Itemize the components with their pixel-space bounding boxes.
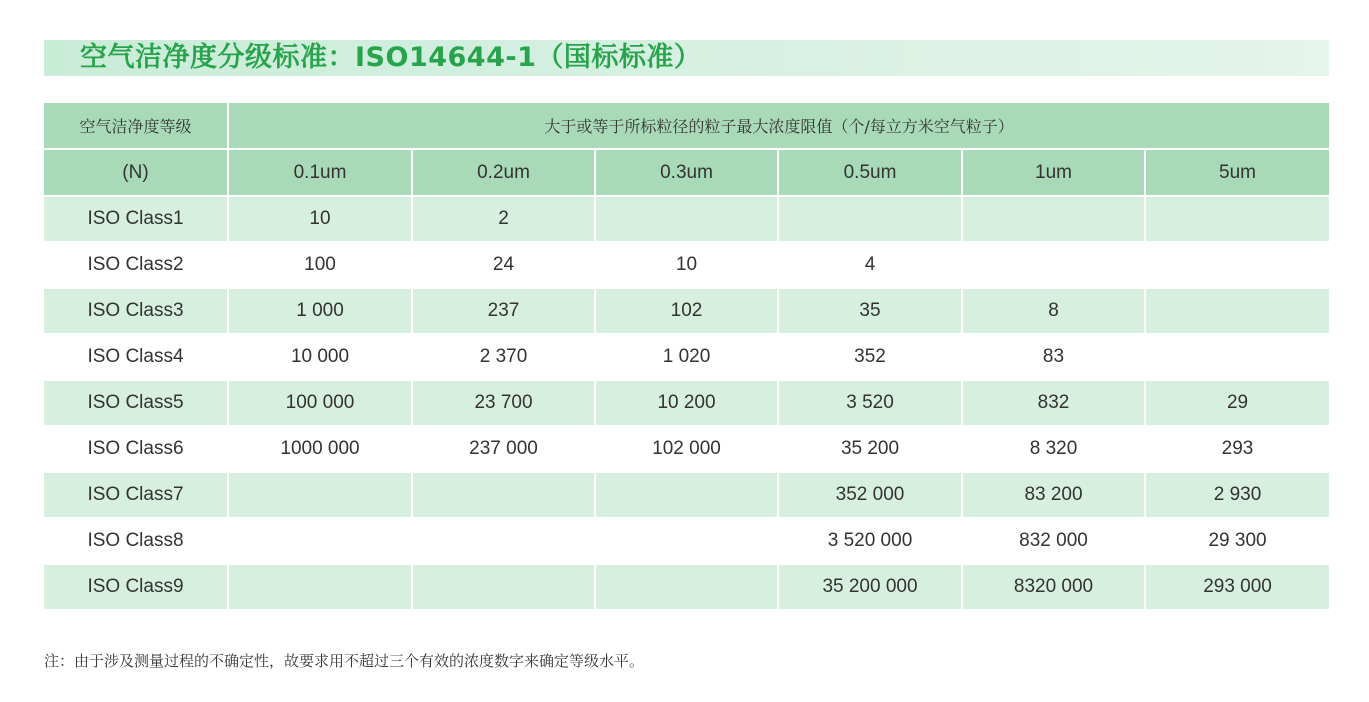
header-size-0-2um: 0.2um (412, 149, 595, 196)
table-cell: 293 000 (1145, 564, 1329, 610)
table-cell: ISO Class3 (44, 288, 228, 334)
header-size-5um: 5um (1145, 149, 1329, 196)
table-cell: 83 (962, 334, 1145, 380)
header-size-0-5um: 0.5um (778, 149, 962, 196)
table-cell (412, 564, 595, 610)
table-row (44, 426, 1329, 472)
table-row (44, 380, 1329, 426)
table-cell (1145, 288, 1329, 334)
table-row (44, 242, 1329, 288)
table-cell (412, 472, 595, 518)
table-cell: 832 (962, 380, 1145, 426)
table-cell: ISO Class5 (44, 380, 228, 426)
table-cell: 10 (595, 242, 778, 288)
table-cell: 10 000 (228, 334, 412, 380)
table-cell: ISO Class6 (44, 426, 228, 472)
table-row (44, 564, 1329, 610)
table-cell (595, 518, 778, 564)
table-cell (412, 518, 595, 564)
table-cell: 3 520 (778, 380, 962, 426)
table-cell: 83 200 (962, 472, 1145, 518)
table-cell: 8 320 (962, 426, 1145, 472)
table-cell: 23 700 (412, 380, 595, 426)
table-cell (778, 196, 962, 242)
table-cell: 8 (962, 288, 1145, 334)
table-cell: 29 300 (1145, 518, 1329, 564)
table-cell (962, 242, 1145, 288)
table-cell: 832 000 (962, 518, 1145, 564)
table-cell: 2 930 (1145, 472, 1329, 518)
table-row (44, 288, 1329, 334)
table-cell (595, 472, 778, 518)
table-cell: 1 000 (228, 288, 412, 334)
table-cell: 35 (778, 288, 962, 334)
header-size-0-3um: 0.3um (595, 149, 778, 196)
table-cell: ISO Class8 (44, 518, 228, 564)
header-row-1 (44, 103, 1329, 149)
table-cell: 102 000 (595, 426, 778, 472)
title-bar (44, 40, 1329, 76)
table-cell (1145, 334, 1329, 380)
table-row (44, 518, 1329, 564)
table-cell: 237 000 (412, 426, 595, 472)
table-cell: 100 000 (228, 380, 412, 426)
table-cell: ISO Class2 (44, 242, 228, 288)
table-cell (962, 196, 1145, 242)
table-cell: 3 520 000 (778, 518, 962, 564)
page-title: 空气洁净度分级标准：ISO14644-1（国标标准） (80, 42, 702, 73)
table-cell: 293 (1145, 426, 1329, 472)
table-cell: 8320 000 (962, 564, 1145, 610)
table-cell: ISO Class9 (44, 564, 228, 610)
table-cell: 10 (228, 196, 412, 242)
cleanliness-table (44, 103, 1329, 611)
table-cell (595, 564, 778, 610)
header-class-label: 空气洁净度等级 (44, 103, 228, 149)
table-cell: 1000 000 (228, 426, 412, 472)
table-cell: 237 (412, 288, 595, 334)
table-cell: 4 (778, 242, 962, 288)
header-size-1um: 1um (962, 149, 1145, 196)
table-cell: 102 (595, 288, 778, 334)
header-n: (N) (44, 149, 228, 196)
table-cell (228, 472, 412, 518)
header-size-0-1um: 0.1um (228, 149, 412, 196)
header-row-2 (44, 149, 1329, 196)
table-cell: 352 (778, 334, 962, 380)
table-cell: 2 370 (412, 334, 595, 380)
table-row (44, 334, 1329, 380)
table-cell (1145, 196, 1329, 242)
header-concentration-label: 大于或等于所标粒径的粒子最大浓度限值（个/每立方米空气粒子） (228, 103, 1329, 149)
table-cell: 2 (412, 196, 595, 242)
table-cell: 100 (228, 242, 412, 288)
table-cell: 35 200 000 (778, 564, 962, 610)
table-cell (595, 196, 778, 242)
table-cell: 1 020 (595, 334, 778, 380)
table-cell (1145, 242, 1329, 288)
table-cell: 29 (1145, 380, 1329, 426)
table-row (44, 472, 1329, 518)
table-cell (228, 564, 412, 610)
table-cell: 24 (412, 242, 595, 288)
table-cell: 35 200 (778, 426, 962, 472)
table-cell: ISO Class7 (44, 472, 228, 518)
footnote: 注：由于涉及测量过程的不确定性，故要求用不超过三个有效的浓度数字来确定等级水平。 (44, 652, 645, 670)
table-row (44, 196, 1329, 242)
table-cell (228, 518, 412, 564)
table-cell: ISO Class4 (44, 334, 228, 380)
table-cell: 352 000 (778, 472, 962, 518)
table-cell: ISO Class1 (44, 196, 228, 242)
table-cell: 10 200 (595, 380, 778, 426)
